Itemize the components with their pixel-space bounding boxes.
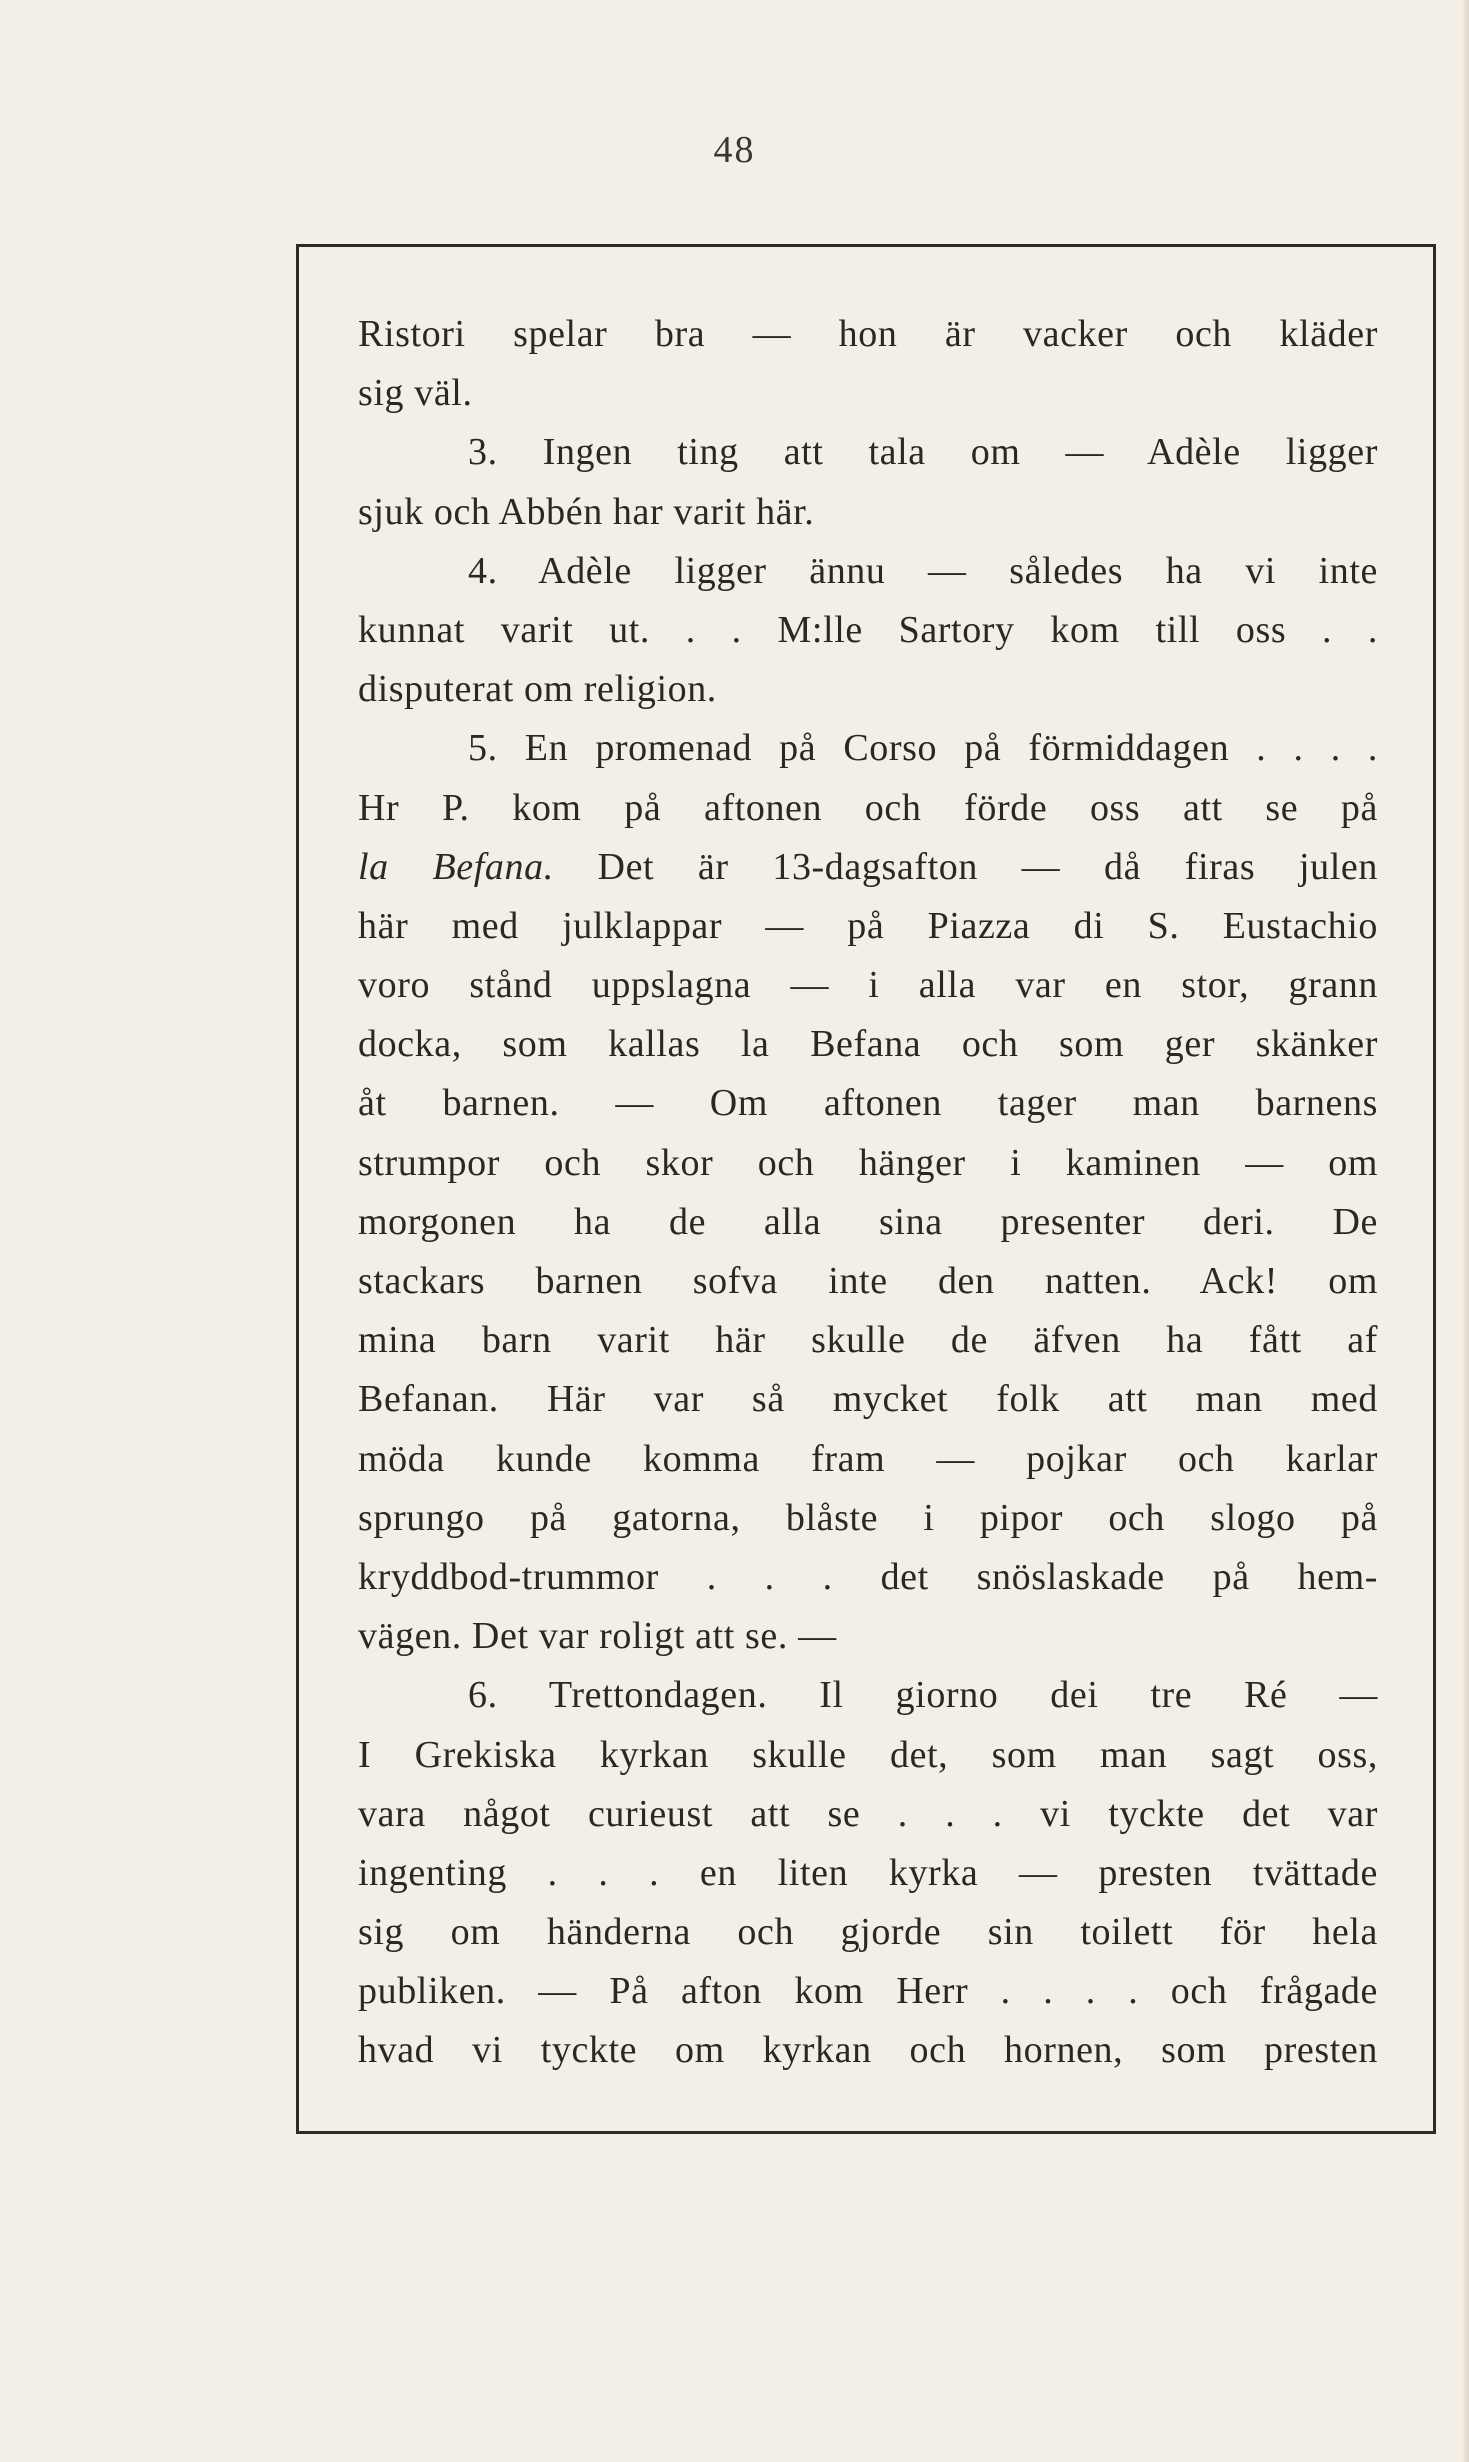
text-line: 6. Trettondagen. Il giorno dei tre Ré — [468,1674,1378,1717]
text-line: sjuk och Abbén har varit här. [358,490,815,533]
text-line: disputerat om religion. [358,668,717,711]
text-line: I Grekiska kyrkan skulle det, som man sagt oss, [358,1733,1378,1776]
text-line: ingenting . . . en liten kyrka — presten tvättade [358,1851,1378,1894]
text-line: 5. En promenad på Corso på förmiddagen . . . . [468,727,1378,770]
text-line: stackars barnen sofva inte den natten. Ack! om [358,1260,1378,1302]
line-rest: Det är 13-dagsafton — då firas julen [553,845,1378,888]
text-line: Befanan. Här var så mycket folk att man med [358,1378,1378,1421]
text-line: kryddbod-trummor . . . det snöslaskade på hem- [358,1555,1378,1598]
text-line: vara något curieust att se . . . vi tyckte det var [358,1792,1378,1835]
text-line-italic-start [358,838,1378,897]
text-line: här med julklappar — på Piazza di S. Eustachio [358,904,1378,947]
text-line: Hr P. kom på aftonen och förde oss att se på [358,786,1378,829]
text-line: kunnat varit ut. . . M:lle Sartory kom till oss . . [358,608,1378,651]
text-line: sig väl. [358,372,473,415]
text-line: möda kunde komma fram — pojkar och karlar [358,1437,1378,1480]
text-line: 3. Ingen ting att tala om — Adèle ligger [468,431,1378,474]
text-line: 4. Adèle ligger ännu — således ha vi inte [468,549,1378,592]
text-line: publiken. — På afton kom Herr . . . . och frågade [358,1970,1378,2013]
page-number: 48 [713,129,756,171]
text-line: mina barn varit här skulle de äfven ha fått af [358,1319,1378,1362]
text-line: morgonen ha de alla sina presenter deri. De [358,1200,1378,1243]
text-line: docka, som kallas la Befana och som ger skänker [358,1023,1378,1066]
text-line: strumpor och skor och hänger i kaminen — om [358,1141,1378,1184]
page-edge [1463,0,1469,2462]
italic-title: la Befana. [358,845,554,888]
text-line: åt barnen. — Om aftonen tager man barnens [358,1082,1378,1125]
text-line: voro stånd uppslagna — i alla var en stor, grann [358,964,1378,1007]
text-line: vägen. Det var roligt att se. — [358,1615,837,1658]
text-line: hvad vi tyckte om kyrkan och hornen, som presten [358,2029,1378,2072]
text-line: sig om händerna och gjorde sin toilett för hela [358,1911,1378,1954]
text-line: sprungo på gatorna, blåste i pipor och slogo på [358,1496,1378,1539]
text-line: Ristori spelar bra — hon är vacker och kläder [358,313,1378,355]
body-text [358,305,1378,2081]
